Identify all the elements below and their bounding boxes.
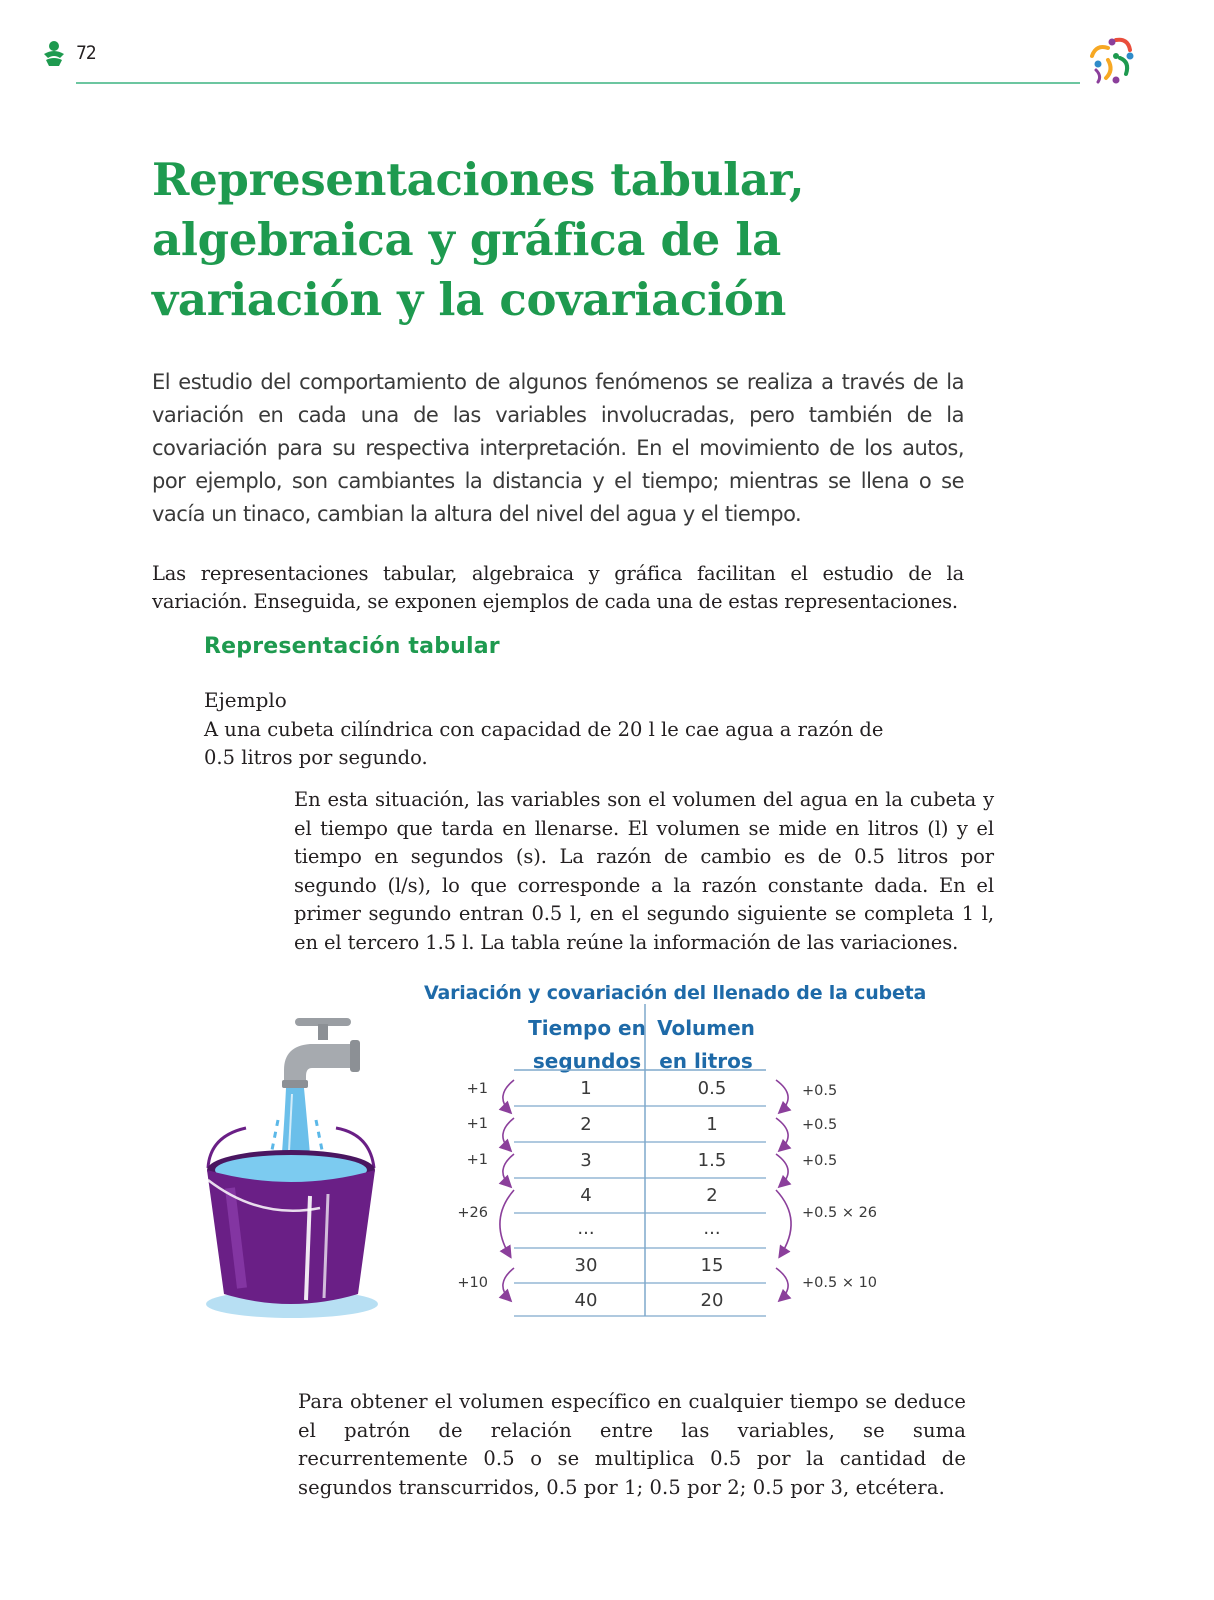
cell-volume: 0.5 [697, 1078, 727, 1099]
cell-volume: ... [703, 1218, 721, 1239]
section-title: Representación tabular [204, 634, 500, 659]
table-caption: Variación y covariación del llenado de la cubeta [424, 982, 927, 1004]
paragraph-explanation: En esta situación, las variables son el volumen del agua en la cubeta y el tiempo que tarda en llenarse. El volumen se mide en litros (l) y el tiempo en segundos (s). La razón de cambio es de 0.5 litros por segundo (l/s), lo que corresponde a la razón constante dada. En el primer segundo entran 0.5 l, en el segundo siguiente se completa 1 l, en el tercero 1.5 l. La tabla reúne la información de las variaciones. [294, 788, 994, 954]
faucet-bucket-illustration [200, 1010, 390, 1330]
intro-paragraph: El estudio del comportamiento de algunos fenómenos se realiza a través de la variación en cada una de las variables involucradas, pero también de la covariación para su respectiva interpretación. En el movimiento de los autos, por ejemplo, son cambiantes la distancia y el tiempo; mientras se llena o se vacía un tinaco, cambian la altura del nivel del agua y el tiempo. [152, 370, 964, 526]
cell-time: 2 [580, 1114, 592, 1135]
cell-time: 3 [580, 1150, 592, 1171]
cell-time: 30 [574, 1255, 598, 1276]
cell-time: ... [577, 1218, 595, 1239]
header-volume-line1: Volumen [657, 1016, 755, 1040]
example-text: A una cubeta cilíndrica con capacidad de 20 l le cae agua a razón de 0.5 litros por segundo. [204, 718, 884, 769]
cell-time: 4 [580, 1185, 592, 1206]
header-time-line2: segundos [532, 1049, 642, 1073]
cell-volume: 2 [706, 1185, 718, 1206]
paragraph-pattern: Para obtener el volumen específico en cualquier tiempo se deduce el patrón de relación entre las variables, se suma recurrentemente 0.5 o se multiplica 0.5 por la cantidad de segundos transcurridos, 0.5 por 1; 0.5 por 2; 0.5 por 3, etcétera. [298, 1390, 966, 1499]
page-number: 72 [76, 42, 96, 64]
cell-time: 40 [574, 1290, 598, 1311]
header-volume [656, 1012, 756, 1078]
ornament-icon [42, 40, 66, 68]
right-delta: +0.5 × 10 [802, 1275, 878, 1291]
right-delta: +0.5 [802, 1083, 838, 1099]
community-logo-icon [1086, 34, 1140, 86]
left-delta: +26 [457, 1205, 488, 1221]
cell-volume: 20 [700, 1290, 724, 1311]
left-delta: +1 [466, 1116, 488, 1132]
cell-volume: 1.5 [697, 1150, 727, 1171]
cell-volume: 1 [706, 1114, 718, 1135]
left-delta: +1 [466, 1152, 488, 1168]
cell-volume: 15 [700, 1255, 724, 1276]
cell-time: 1 [580, 1078, 592, 1099]
header-time-line1: Tiempo en [528, 1016, 646, 1040]
header-volume-line2: en litros [659, 1049, 753, 1073]
header-time [522, 1012, 652, 1078]
paragraph-representations: Las representaciones tabular, algebraica y gráfica facilitan el estudio de la variación. Enseguida, se exponen ejemplos de cada una de estas representaciones. [152, 562, 964, 613]
page-title: Representaciones tabular, algebraica y gráfica de la variación y la covariación [152, 153, 805, 326]
right-delta: +0.5 × 26 [802, 1205, 878, 1221]
left-delta: +10 [457, 1275, 488, 1291]
header-rule [76, 82, 1080, 84]
right-delta: +0.5 [802, 1153, 838, 1169]
left-delta: +1 [466, 1081, 488, 1097]
right-delta: +0.5 [802, 1117, 838, 1133]
example-label: Ejemplo [204, 688, 287, 712]
